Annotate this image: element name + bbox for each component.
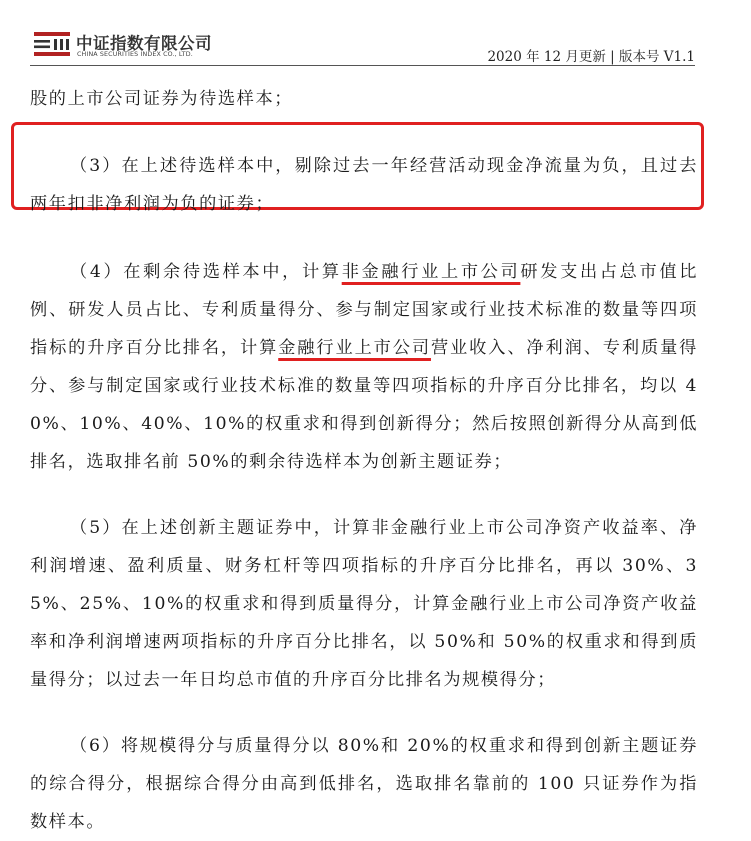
paragraph-continuation: 股的上市公司证券为待选样本； (30, 89, 294, 109)
document-body (30, 80, 698, 841)
underlined-financial: 金融行业上市公司 (278, 338, 431, 358)
paragraph-4-text-b: 研发支出占总市值比例、研发人员占比、专利质量得分、参与制定国家或行业技术标准的数量等四项指标的升序百分比排名，计算 (30, 262, 699, 358)
paragraph-4 (30, 253, 698, 481)
paragraph-5: （5）在上述创新主题证券中，计算非金融行业上市公司净资产收益率、净利润增速、盈利质量、财务杠杆等四项指标的升序百分比排名，再以 30%、35%、25%、10%的权重求和得到质量得分，计算金融行业上市公司净资产收益率和净利润增速两项指标的升序百分比排名，以 50%和 50%的权重求和得到质量得分；以过去一年日均总市值的升序百分比排名为规模得分； (30, 518, 698, 690)
header-divider (30, 65, 695, 66)
company-name: 中证指数有限公司 (76, 34, 212, 53)
paragraph-6: （6）将规模得分与质量得分以 80%和 20%的权重求和得到创新主题证券的综合得分，根据综合得分由高到低排名，选取排名靠前的 100 只证券作为指数样本。 (30, 736, 698, 832)
paragraph-4-text-a: （4）在剩余待选样本中，计算 (70, 262, 342, 282)
paragraph-4-text-c: 营业收入、净利润、专利质量得分、参与制定国家或行业技术标准的数量等四项指标的升序百分比排名，均以 40%、10%、40%、10%的权重求和得到创新得分；然后按照创新得分从高到低排名，选取排名前 50%的剩余待选样本为创新主题证券； (30, 338, 698, 472)
version-info: 2020 年 12 月更新 | 版本号 V1.1 (487, 49, 695, 65)
csi-logo-icon (34, 30, 70, 58)
paragraph-3: （3）在上述待选样本中，剔除过去一年经营活动现金净流量为负，且过去两年扣非净利润为负的证券； (30, 156, 698, 214)
underlined-nonfinancial: 非金融行业上市公司 (341, 262, 521, 282)
document-header (0, 0, 751, 70)
company-name-en: CHINA SECURITIES INDEX CO., LTD. (77, 51, 193, 58)
